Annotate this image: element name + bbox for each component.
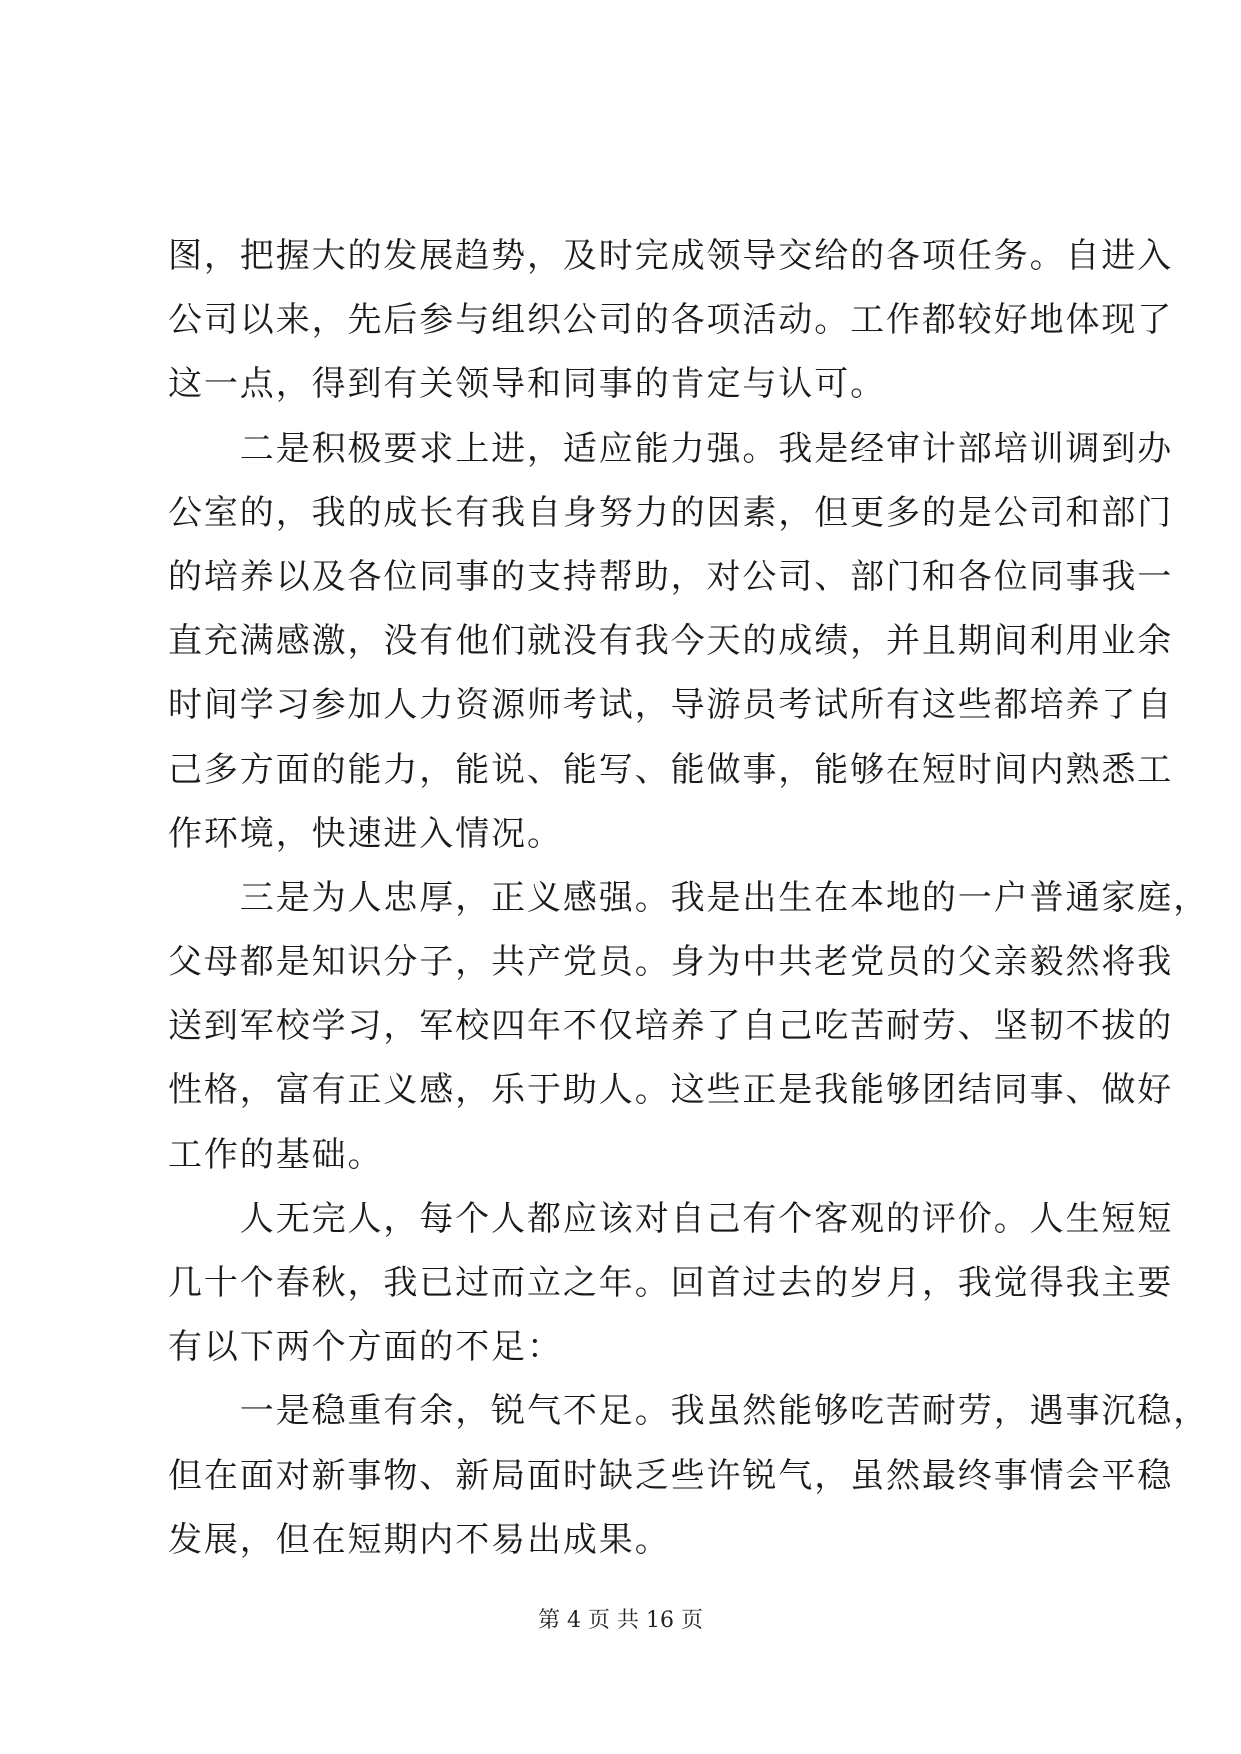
text-line: 性格，富有正义感，乐于助人。这些正是我能够团结同事、做好 xyxy=(168,1070,1174,1111)
text-line: 二是积极要求上进，适应能力强。我是经审计部培训调到办 xyxy=(168,428,1174,469)
text-line: 公室的，我的成长有我自身努力的因素，但更多的是公司和部门 xyxy=(168,492,1174,533)
text-line: 父母都是知识分子，共产党员。身为中共老党员的父亲毅然将我 xyxy=(168,942,1174,983)
body-text xyxy=(168,228,1210,1576)
text-line: 公司以来，先后参与组织公司的各项活动。工作都较好地体现了 xyxy=(168,300,1174,341)
text-line: 发展，但在短期内不易出成果。 xyxy=(168,1519,671,1560)
text-line: 己多方面的能力，能说、能写、能做事，能够在短时间内熟悉工 xyxy=(168,749,1174,790)
text-line: 送到军校学习，军校四年不仅培养了自己吃苦耐劳、坚韧不拔的 xyxy=(168,1006,1174,1047)
text-line: 三是为人忠厚，正义感强。我是出生在本地的一户普通家庭， xyxy=(168,877,1210,918)
text-line: 几十个春秋，我已过而立之年。回首过去的岁月，我觉得我主要 xyxy=(168,1263,1174,1303)
text-line: 的培养以及各位同事的支持帮助，对公司、部门和各位同事我一 xyxy=(168,556,1174,597)
page-number-footer: 第 4 页 共 16 页 xyxy=(538,1608,703,1633)
text-line: 人无完人，每个人都应该对自己有个客观的评价。人生短短 xyxy=(168,1198,1174,1239)
text-line: 有以下两个方面的不足： xyxy=(168,1327,563,1368)
text-line: 工作的基础。 xyxy=(168,1134,384,1175)
text-line: 直充满感激，没有他们就没有我今天的成绩，并且期间利用业余 xyxy=(168,621,1174,662)
text-line: 但在面对新事物、新局面时缺乏些许锐气，虽然最终事情会平稳 xyxy=(168,1455,1174,1496)
text-line: 这一点，得到有关领导和同事的肯定与认可。 xyxy=(168,364,886,405)
text-line: 一是稳重有余，锐气不足。我虽然能够吃苦耐劳，遇事沉稳， xyxy=(168,1391,1210,1432)
text-line: 时间学习参加人力资源师考试，导游员考试所有这些都培养了自 xyxy=(168,685,1174,726)
text-line: 图，把握大的发展趋势，及时完成领导交给的各项任务。自进入 xyxy=(168,236,1174,276)
text-line: 作环境，快速进入情况。 xyxy=(168,813,563,854)
